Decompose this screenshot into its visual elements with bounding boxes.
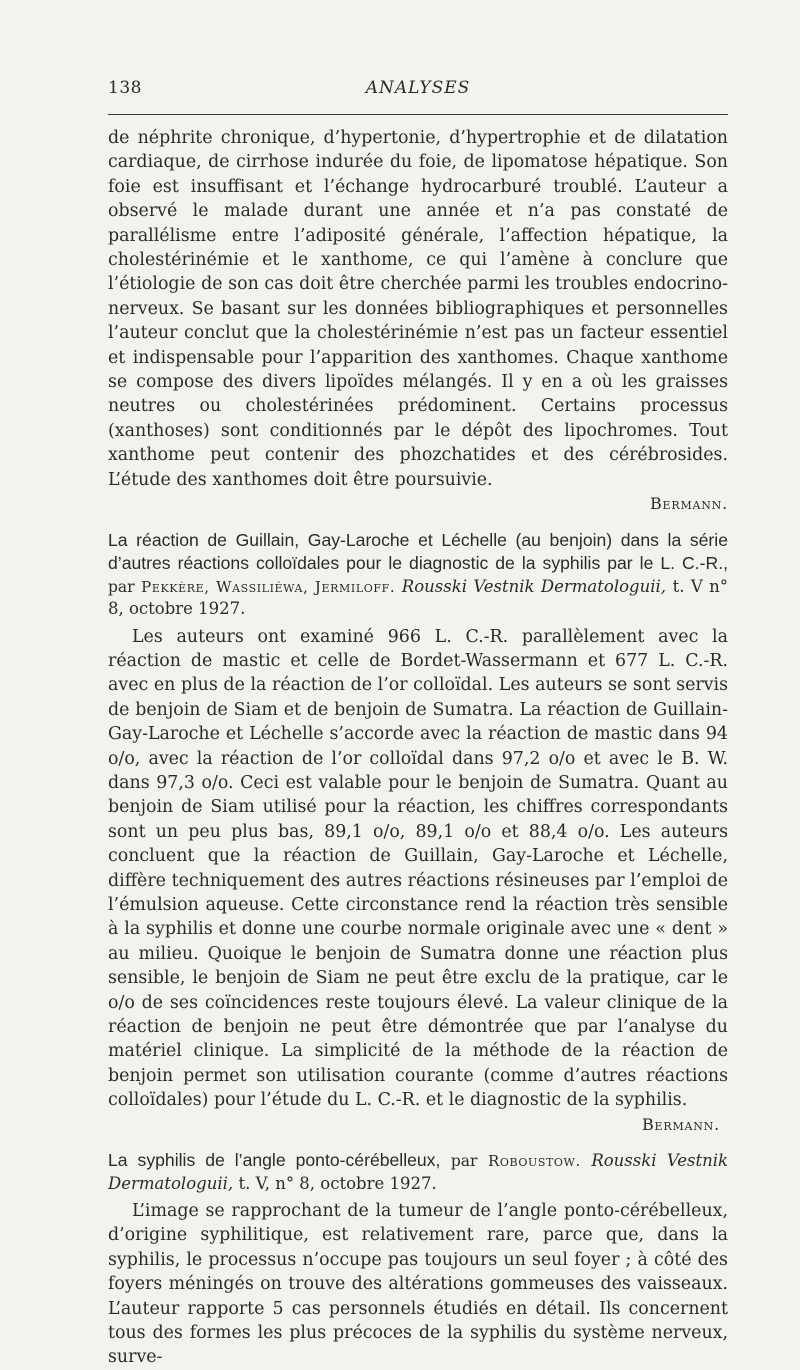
review-2-body-text: Les auteurs ont examiné 966 L. C.-R. parallèlement avec la réaction de mastic et celle de Bordet-Wassermann et 677 L. C.-R. avec en plus de la réaction de l’or colloïdal. Les auteurs se sont servis de benjoin de Siam et de benjoin de Sumatra. La réaction de Guillain-Gay-Laroche et Léchelle s’accorde avec la réaction de mastic dans 94 o/o, avec la réaction de l’or colloïdal dans 97,2 o/o et avec le B. W. dans 97,3 o/o. Ceci est valable pour le benjoin de Sumatra. Quant au benjoin de Siam utilisé pour la réaction, les chiffres correspondants sont un peu plus bas, 89,1 o/o, 89,1 o/o et 88,4 o/o. Les auteurs concluent que la réaction de Guillain, Gay-Laroche et Léchelle, diffère techniquement des autres réactions résineuses par l’emploi de l’émulsion aqueuse. Cette circonstance rend la réaction très sensible à la syphilis et donne une courbe normale originale avec une « dent » au milieu. Quoique le benjoin de Sumatra donne une réaction plus sensible, le benjoin de Siam ne peut être exclu de la pratique, car le o/o de ses coïncidences reste toujours élevé. La valeur clinique de la réaction de benjoin ne peut être démontrée que par l’analyse du matériel clinique. La simplicité de la méthode de la réaction de benjoin permet son utilisation courante (comme d’autres réactions colloïdales) pour l’étude du L. C.-R. et le diagnostic de la syphilis. bbox=[108, 626, 728, 1111]
review-2-authors: Pekkère, Wassiliéwa, Jermiloff. bbox=[141, 577, 396, 596]
review-2-body bbox=[108, 625, 728, 1134]
review-2-reference: t. V n° 8, octobre 1927. bbox=[108, 576, 729, 618]
page-header bbox=[108, 78, 728, 104]
review-3-by: par bbox=[450, 1152, 478, 1171]
review-3-title: La syphilis de l’angle ponto-cérébelleux, bbox=[108, 1150, 441, 1171]
review-2-title: La réaction de Guillain, Gay-Laroche et Léchelle (au benjoin) dans la série d’autres réactions colloïdales pour le diagnostic de la syphilis par le L. C.-R., bbox=[108, 529, 728, 573]
page-content bbox=[108, 126, 728, 1370]
header-rule bbox=[108, 114, 728, 115]
review-3-heading bbox=[108, 1149, 728, 1195]
review-1-body: de néphrite chronique, d’hypertonie, d’hypertrophie et de dilatation cardiaque, de cirrhose indurée du foie, de lipomatose hépatique. Son foie est insuffisant et l’échange hydrocarburé troublé. L’auteur a observé le malade durant une année et n’a pas constaté de parallélisme entre l’adiposité générale, l’affection hépatique, la cholestérinémie et le xanthome, ce qui l’amène à conclure que l’étiologie de son cas doit être cherchée parmi les troubles endocrino-nerveux. Se basant sur les données bibliographiques et personnelles l’auteur conclut que la cholestérinémie n’est pas un facteur essentiel et indispensable pour l’apparition des xanthomes. Chaque xanthome se compose des divers lipoïdes mélangés. Il y en a où les graisses neutres ou cholestérinées prédominent. Certains processus (xanthoses) sont conditionnés par le dépôt des lipochromes. Tout xanthome peut contenir des phozchatides et des cérébrosides. L’étude des xanthomes doit être poursuivie. bbox=[108, 128, 728, 490]
review-2-journal: Rousski Vestnik Dermatologuii, bbox=[401, 576, 667, 596]
review-1-signature: Bermann. bbox=[649, 494, 728, 514]
review-2-text bbox=[108, 625, 728, 1138]
review-2-by: par bbox=[108, 577, 135, 596]
page-number: 138 bbox=[108, 78, 142, 98]
review-3-reference: t. V, n° 8, octobre 1927. bbox=[238, 1173, 437, 1193]
review-3-authors: Roboustow. bbox=[487, 1152, 581, 1171]
running-title: ANALYSES bbox=[365, 78, 471, 98]
review-2-heading bbox=[108, 529, 728, 621]
review-2-signature: Bermann. bbox=[641, 1114, 720, 1134]
review-3-journal: Rousski Vestnik Dermatologuii, bbox=[108, 1151, 729, 1193]
review-3-body: L’image se rapprochant de la tumeur de l’angle ponto-cérébelleux, d’origine syphilitique, est relativement rare, parce que, dans la syphilis, le processus n’occupe pas toujours un seul foyer ; à côté des foyers méningés on trouve des altérations gommeuses des vaisseaux. L’auteur rapporte 5 cas personnels étudiés en détail. Ils concernent tous des formes les plus précoces de la syphilis du système nerveux, surve- bbox=[108, 1201, 728, 1368]
